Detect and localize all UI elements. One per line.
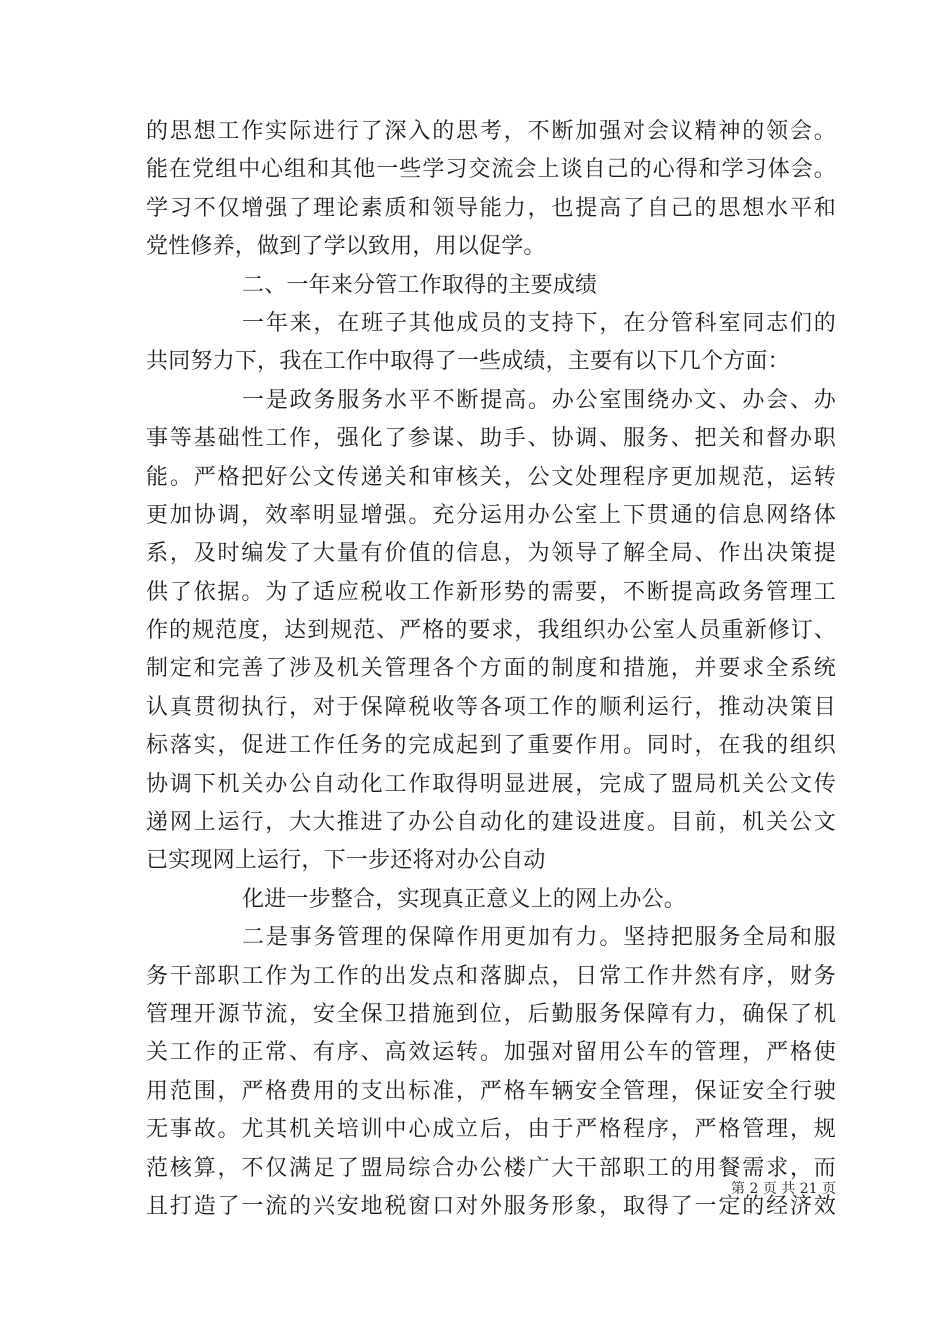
text-line: 无事故。尤其机关培训中心成立后，由于严格程序，严格管理，规 <box>146 1117 836 1143</box>
text-line: 的思想工作实际进行了深入的思考，不断加强对会议精神的领会。 <box>146 119 836 144</box>
text-line: 学习不仅增强了理论素质和领导能力，也提高了自己的思想水平和 <box>146 195 836 221</box>
text-line: 化进一步整合，实现真正意义上的网上办公。 <box>242 886 687 912</box>
text-line: 一年来，在班子其他成员的支持下，在分管科室同志们的 <box>242 310 836 336</box>
document-body <box>146 113 836 1226</box>
text-line: 作的规范度，达到规范、严格的要求，我组织办公室人员重新修订、 <box>146 618 836 644</box>
text-line: 制定和完善了涉及机关管理各个方面的制度和措施，并要求全系统 <box>146 656 836 682</box>
text-line: 供了依据。为了适应税收工作新形势的需要，不断提高政务管理工 <box>146 579 836 605</box>
text-line: 能。严格把好公文传递关和审核关，公文处理程序更加规范，运转 <box>146 464 836 490</box>
text-line: 一是政务服务水平不断提高。办公室围绕办文、办会、办 <box>242 387 836 413</box>
text-line: 系，及时编发了大量有价值的信息，为领导了解全局、作出决策提 <box>146 541 836 567</box>
text-line: 能在党组中心组和其他一些学习交流会上谈自己的心得和学习体会。 <box>146 157 836 183</box>
text-line: 二、一年来分管工作取得的主要成绩 <box>242 272 598 298</box>
text-line: 标落实，促进工作任务的完成起到了重要作用。同时，在我的组织 <box>146 733 836 759</box>
text-line: 党性修养，做到了学以致用，用以促学。 <box>146 234 546 260</box>
text-line: 关工作的正常、有序、高效运转。加强对留用公车的管理，严格使 <box>146 1040 836 1066</box>
text-line: 用范围，严格费用的支出标准，严格车辆安全管理，保证安全行驶 <box>146 1078 836 1104</box>
text-line: 务干部职工作为工作的出发点和落脚点，日常工作井然有序，财务 <box>146 963 836 989</box>
text-line: 更加协调，效率明显增强。充分运用办公室上下贯通的信息网络体 <box>146 502 836 528</box>
text-line: 已实现网上运行，下一步还将对办公自动 <box>146 848 546 874</box>
text-line: 协调下机关办公自动化工作取得明显进展，完成了盟局机关公文传 <box>146 771 836 797</box>
text-line: 递网上运行，大大推进了办公自动化的建设进度。目前，机关公文 <box>146 810 836 836</box>
text-line: 且打造了一流的兴安地税窗口对外服务形象，取得了一定的经济效 <box>146 1193 836 1219</box>
text-line: 共同努力下，我在工作中取得了一些成绩，主要有以下几个方面： <box>146 349 790 375</box>
text-line: 事等基础性工作，强化了参谋、助手、协调、服务、把关和督办职 <box>146 426 836 452</box>
text-line: 认真贯彻执行，对于保障税收等各项工作的顺利运行，推动决策目 <box>146 694 836 720</box>
text-line: 范核算，不仅满足了盟局综合办公楼广大干部职工的用餐需求，而 <box>146 1155 836 1181</box>
text-line: 二是事务管理的保障作用更加有力。坚持把服务全局和服 <box>242 925 836 951</box>
page-number: 第 2 页 共 21 页 <box>731 1181 836 1197</box>
text-line: 管理开源节流，安全保卫措施到位，后勤服务保障有力，确保了机 <box>146 1001 836 1027</box>
